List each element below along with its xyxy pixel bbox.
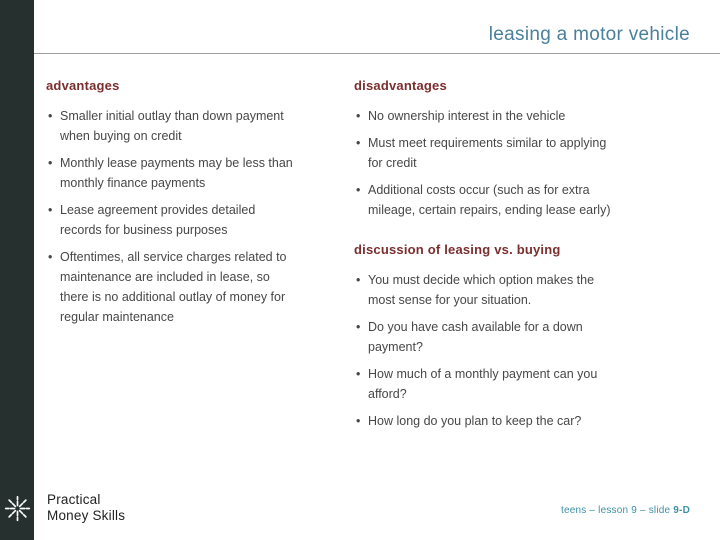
advantages-heading: advantages [46, 78, 120, 93]
slide-content [46, 78, 706, 438]
discussion-section [354, 242, 684, 431]
slide-number: 9-D [673, 505, 690, 516]
logo-line1: Practical [47, 492, 101, 507]
bullet-item: • Lease agreement provides detailed records for business purposes [46, 200, 294, 240]
bullet-item: • Oftentimes, all service charges related to maintenance are included in lease, so there is no additional outlay of money for regular maintenance [46, 247, 294, 327]
slide-title: leasing a motor vehicle [488, 24, 690, 45]
bullet-item: • Additional costs occur (such as for extra mileage, certain repairs, ending lease early) [354, 180, 616, 220]
slide-ref-text: teens – lesson 9 – slide [560, 505, 674, 516]
advantages-section [46, 78, 354, 438]
bullet-item: • You must decide which option makes the most sense for your situation. [354, 270, 616, 310]
bullet-item: • Monthly lease payments may be less than monthly finance payments [46, 153, 294, 193]
logo-wordmark [47, 492, 125, 524]
bullet-item: • Do you have cash available for a down payment? [354, 317, 616, 357]
logo-line2: Money Skills [47, 508, 126, 523]
discussion-heading: discussion of leasing vs. buying [354, 242, 561, 257]
snowflake-icon [0, 495, 34, 522]
disadvantages-list [354, 106, 616, 220]
bullet-item: • Smaller initial outlay than down payment when buying on credit [46, 106, 294, 146]
slide-reference [561, 505, 690, 516]
bullet-item: • How long do you plan to keep the car? [354, 411, 616, 431]
bullet-item: • No ownership interest in the vehicle [354, 106, 616, 126]
discussion-list [354, 270, 616, 431]
bullet-item: • Must meet requirements similar to applying for credit [354, 133, 616, 173]
header-divider [34, 53, 720, 54]
right-column [354, 78, 684, 438]
bullet-item: • How much of a monthly payment can you afford? [354, 364, 616, 404]
practical-money-skills-logo [0, 492, 125, 524]
left-accent-bar [0, 0, 34, 540]
advantages-list [46, 106, 294, 327]
disadvantages-heading: disadvantages [354, 78, 447, 93]
disadvantages-section [354, 78, 684, 220]
